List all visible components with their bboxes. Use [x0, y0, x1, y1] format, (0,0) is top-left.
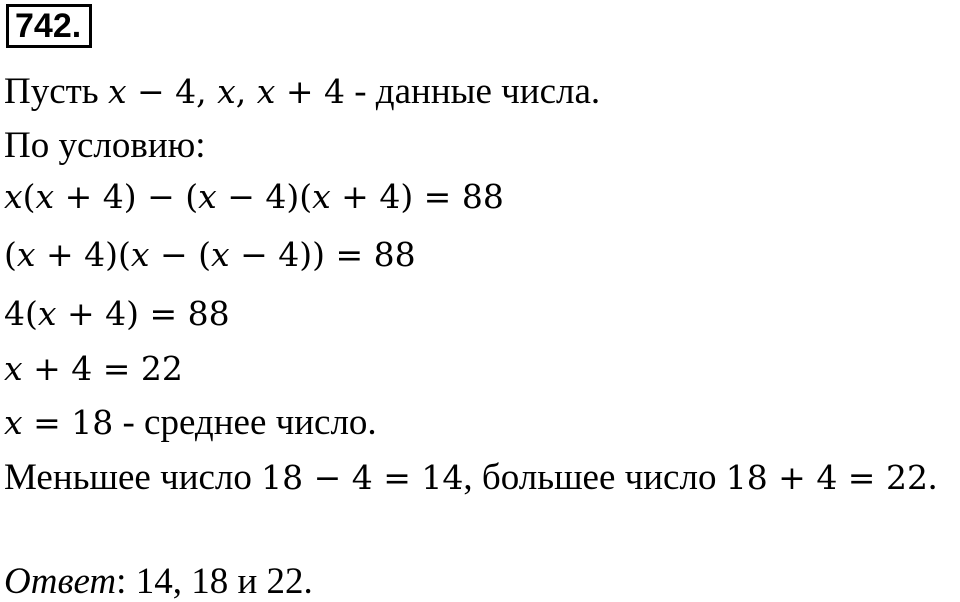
- math-expression: 𝑥(𝑥 + 4) − (𝑥 − 4)(𝑥 + 4) = 88: [4, 177, 504, 216]
- line-text: Меньшее число: [4, 457, 262, 498]
- line-equation-1: [4, 177, 504, 217]
- math-expression: 18 + 4 = 22: [725, 458, 928, 497]
- math-expression: 𝑥 = 18: [4, 403, 114, 442]
- answer-colon: :: [116, 561, 127, 602]
- line-by-condition: [4, 126, 206, 166]
- line-text: .: [927, 457, 938, 498]
- answer-label: Ответ: [4, 561, 117, 602]
- line-text: , большее число: [463, 457, 726, 498]
- line-text: - данные числа.: [344, 71, 601, 112]
- line-text: Пусть: [4, 71, 108, 112]
- line-let-numbers: [4, 72, 600, 112]
- line-equation-4: [4, 349, 183, 389]
- math-expression: 𝑥 + 4 = 22: [4, 349, 183, 388]
- line-smaller-larger: [4, 458, 937, 498]
- math-expression: 𝑥 − 4, 𝑥, 𝑥 + 4: [107, 72, 345, 111]
- line-middle-number: [4, 403, 377, 443]
- math-expression: (𝑥 + 4)(𝑥 − (𝑥 − 4)) = 88: [4, 235, 416, 274]
- line-text: - среднее число.: [113, 402, 377, 443]
- problem-number: 742.: [6, 4, 92, 48]
- line-equation-2: [4, 235, 416, 275]
- line-equation-3: [4, 294, 230, 334]
- answer-line: [4, 562, 313, 602]
- math-expression: 18 − 4 = 14: [261, 458, 464, 497]
- answer-value: 14, 18 и 22.: [126, 561, 313, 602]
- math-expression: 4(𝑥 + 4) = 88: [4, 294, 230, 333]
- line-text: По условию:: [4, 125, 206, 166]
